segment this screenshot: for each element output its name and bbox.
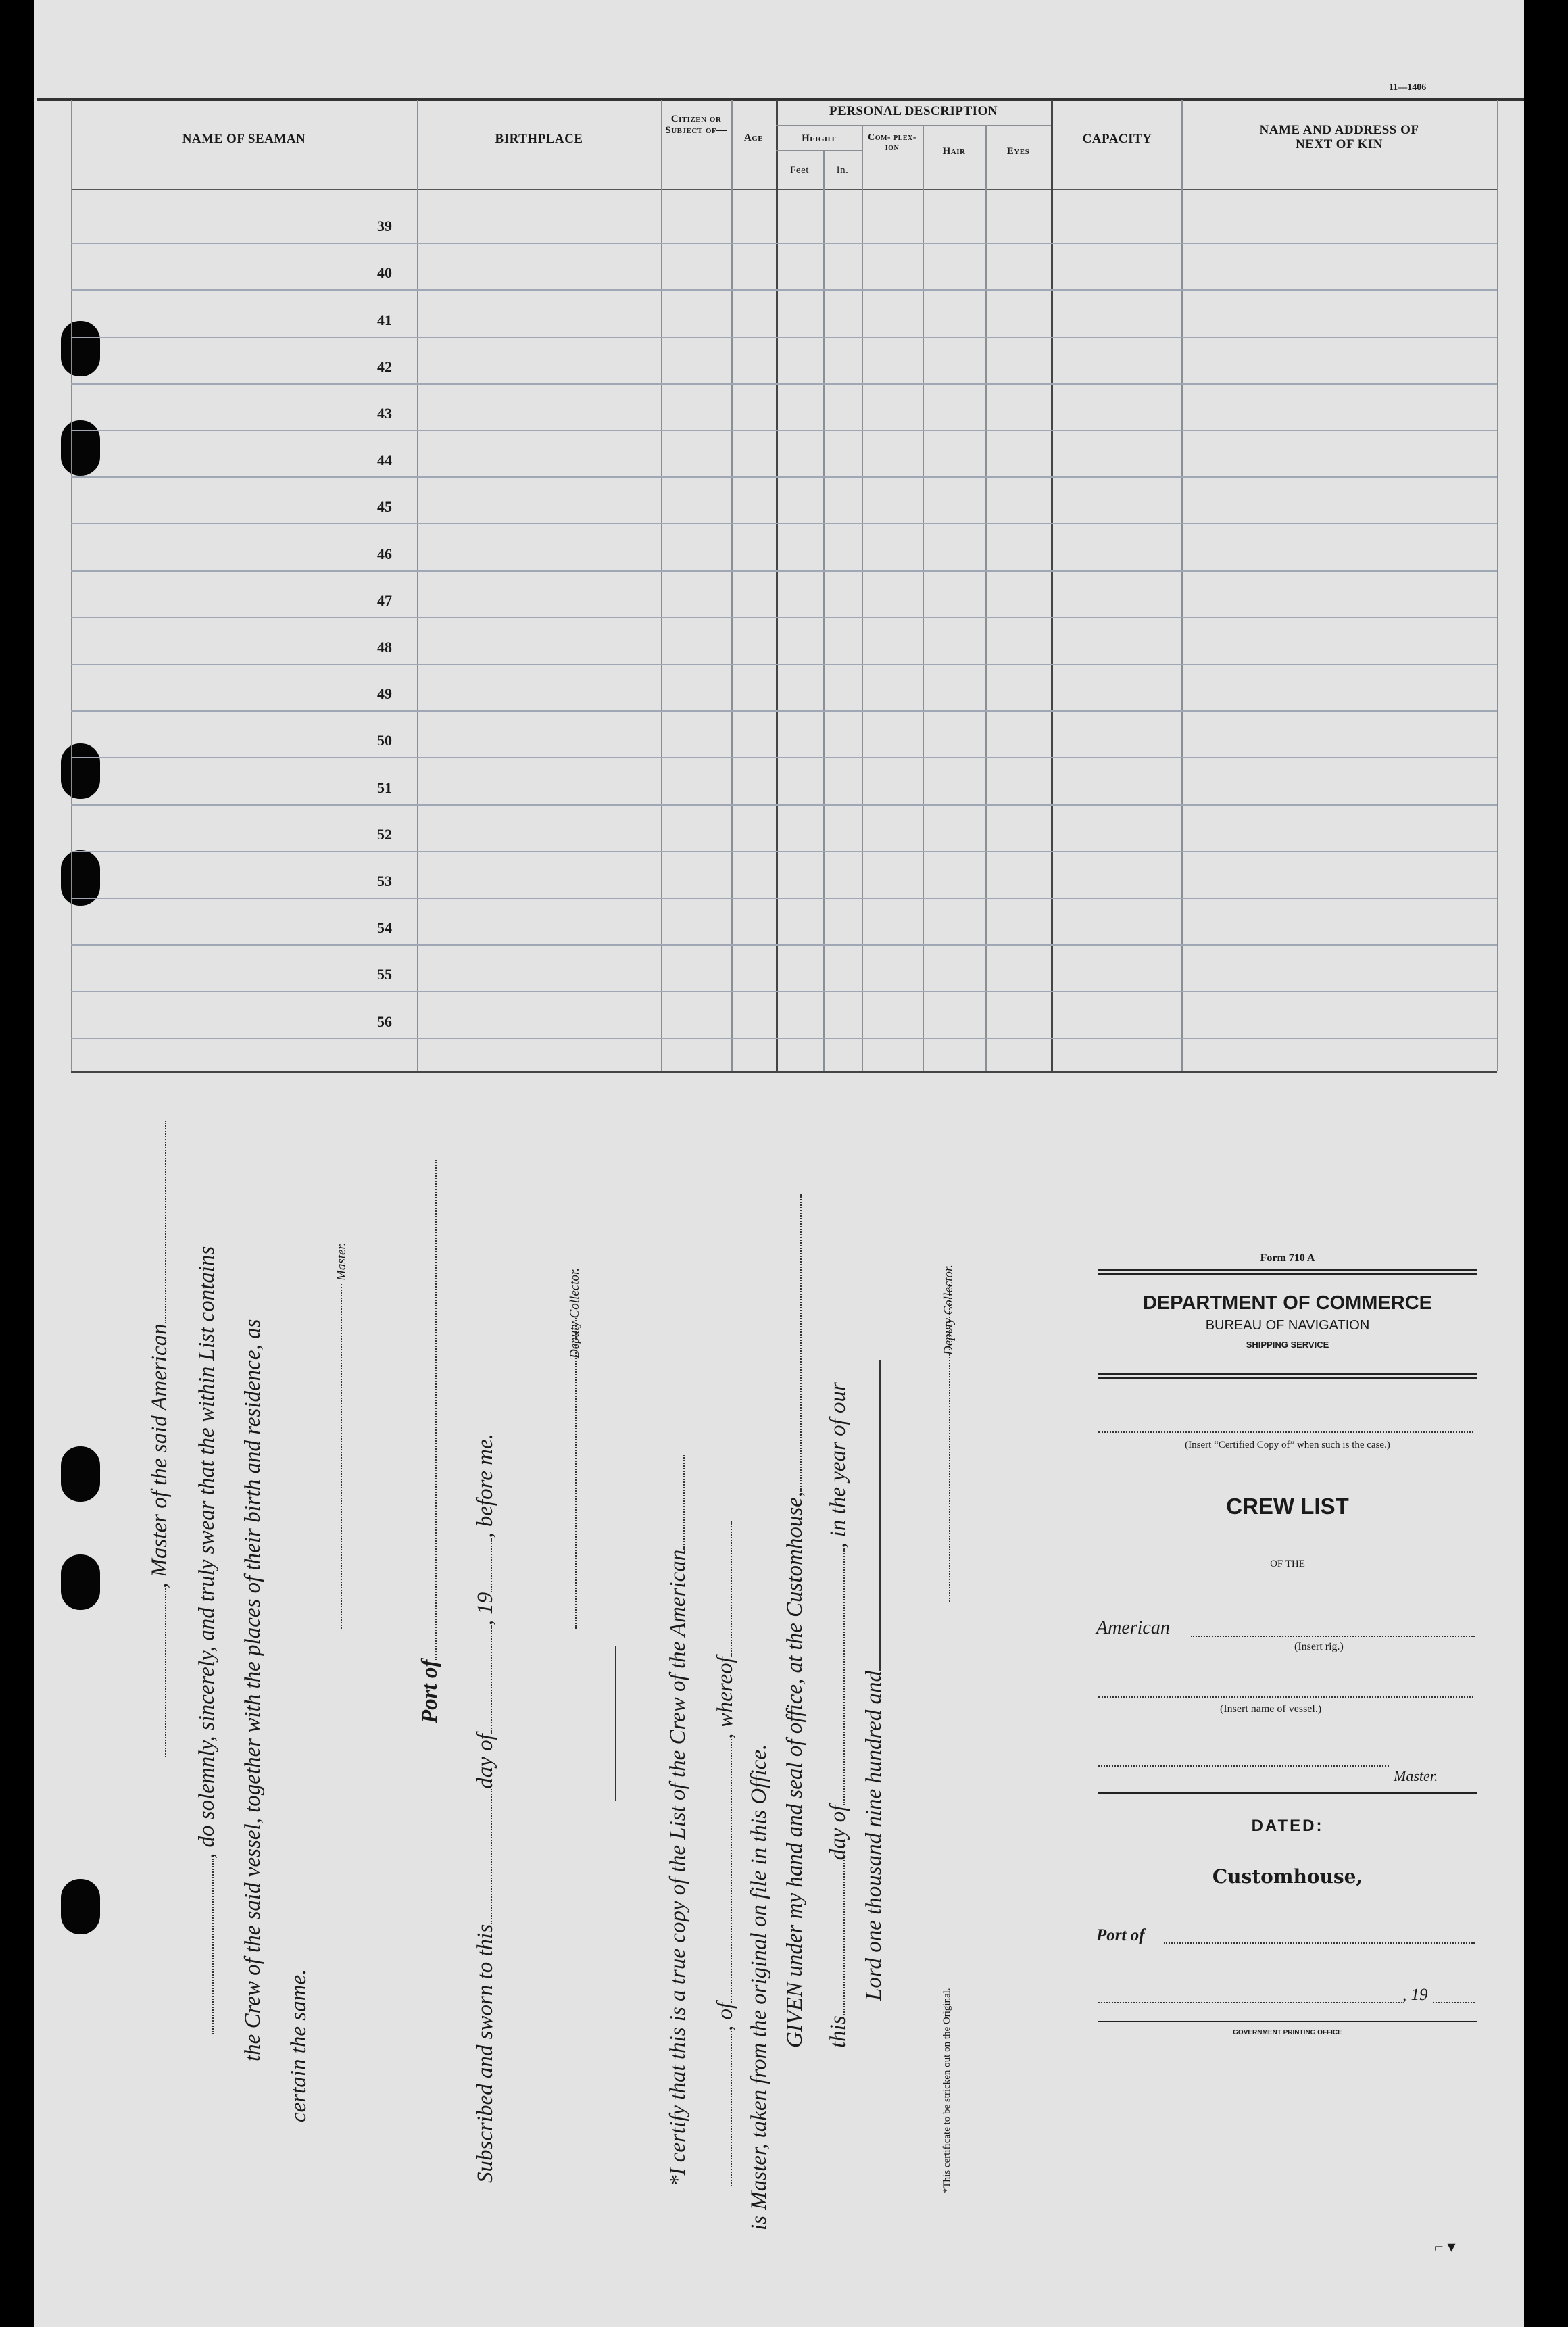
cover-insert-rig: (Insert rig.) [1294, 1641, 1344, 1652]
cover-dated: DATED: [1251, 1817, 1324, 1835]
cert-deputy-collector: Deputy Collector. [941, 1264, 956, 1355]
cover-insert-name: (Insert name of vessel.) [1220, 1703, 1322, 1715]
row-number: 53 [377, 873, 392, 889]
oath-line-2: , do solemnly, sincerely, and truly swear that the within List contains [195, 1246, 219, 1859]
cover-bureau: BUREAU OF NAVIGATION [1205, 1318, 1370, 1333]
row-number: 56 [377, 1012, 392, 1030]
cover-master: Master. [1394, 1767, 1438, 1784]
row-number: 46 [377, 545, 392, 562]
table-row-line [71, 898, 1497, 899]
row-number: 44 [377, 451, 392, 469]
cover-certified-note: (Insert “Certified Copy of” when such is the case.) [1185, 1440, 1390, 1450]
header-personal-description: PERSONAL DESCRIPTION [829, 104, 998, 118]
cover-printer: GOVERNMENT PRINTING OFFICE [1233, 2029, 1342, 2036]
punch-hole [61, 1554, 100, 1610]
table-row-line [71, 1038, 1497, 1039]
oath-subscribed: Subscribed and sworn to this [473, 1924, 497, 2183]
cover-form-number: Form 710 A [1260, 1252, 1315, 1264]
table-row-line [71, 991, 1497, 992]
punch-hole [61, 743, 100, 799]
table-row-line [71, 289, 1497, 291]
row-number: 40 [377, 264, 392, 282]
row-number: 52 [377, 825, 392, 843]
table-row-line [71, 664, 1497, 665]
table-row-line [71, 944, 1497, 946]
cover-year: , 19 [1402, 1986, 1428, 2004]
table-row-line [71, 337, 1497, 338]
punch-hole [61, 420, 100, 476]
cover-title: CREW LIST [1226, 1494, 1349, 1519]
oath-line-4: certain the same. [287, 1969, 311, 2122]
row-number: 45 [377, 498, 392, 516]
cover-customhouse: Customhouse, [1212, 1865, 1363, 1888]
row-number: 43 [377, 405, 392, 422]
form-code: 11—1406 [1389, 82, 1427, 93]
header-inches: In. [836, 165, 849, 176]
header-eyes: Eyes [1006, 146, 1030, 157]
table-row-line [71, 617, 1497, 618]
header-feet: Feet [790, 165, 809, 176]
header-capacity: CAPACITY [1082, 132, 1152, 146]
table-row-line [71, 757, 1497, 758]
table-row-line [71, 570, 1497, 572]
cover-american: American [1096, 1617, 1170, 1638]
oath-line-3: the Crew of the said vessel, together with the places of their birth and residence, as [241, 1319, 265, 2061]
oath-line-1: , Master of the said American [147, 1323, 172, 1588]
header-hair: Hair [942, 146, 966, 157]
row-number: 48 [377, 639, 392, 656]
header-complexion: Com- plex- ion [868, 132, 916, 153]
row-number: 51 [377, 779, 392, 796]
row-number: 47 [377, 591, 392, 609]
row-number: 54 [377, 919, 392, 937]
cover-port-of: Port of [1096, 1926, 1145, 1944]
row-number: 49 [377, 685, 392, 703]
row-number: 42 [377, 358, 392, 375]
header-age: Age [743, 132, 764, 143]
header-name-of-seaman: NAME OF SEAMAN [182, 132, 306, 146]
cert-line-4: GIVEN under my hand and seal of office, at the Customhouse, [783, 1491, 807, 2048]
row-number: 55 [377, 966, 392, 983]
row-number: 50 [377, 732, 392, 750]
table-row-line [71, 523, 1497, 524]
table-row-line [71, 476, 1497, 478]
table-row-line [71, 851, 1497, 852]
punch-hole [61, 1879, 100, 1934]
cover-department: DEPARTMENT OF COMMERCE [1142, 1292, 1432, 1314]
header-height: Height [802, 133, 836, 144]
oath-master-label: Master. [335, 1242, 349, 1281]
cover-of-the: OF THE [1270, 1559, 1305, 1569]
table-row-line [71, 430, 1497, 431]
header-citizen: Citizen or Subject of— [665, 114, 727, 136]
header-next-of-kin: NAME AND ADDRESS OF NEXT OF KIN [1259, 123, 1419, 151]
cover-service: SHIPPING SERVICE [1246, 1340, 1329, 1350]
oath-deputy-collector: Deputy Collector. [568, 1267, 582, 1358]
table-row-line [71, 383, 1497, 385]
oath-port-of: Port of [418, 1659, 442, 1723]
cert-line-6: Lord one thousand nine hundred and [862, 1671, 886, 2001]
punch-hole [61, 1446, 100, 1502]
header-birthplace: BIRTHPLACE [495, 132, 583, 146]
row-number: 41 [377, 311, 392, 328]
table-row-line [71, 710, 1497, 712]
table-row-line [71, 804, 1497, 806]
cert-line-1: *I certify that this is a true copy of the List of the Crew of the American [666, 1549, 690, 2186]
cert-line-3: is Master, taken from the original on file in this Office. [747, 1744, 771, 2230]
cert-footnote: *This certificate to be stricken out on the Original. [941, 1988, 952, 2193]
corner-mark: ⌐ ▾ [1434, 2238, 1456, 2256]
row-number: 39 [377, 218, 392, 235]
punch-hole [61, 321, 100, 376]
table-row-line [71, 243, 1497, 244]
